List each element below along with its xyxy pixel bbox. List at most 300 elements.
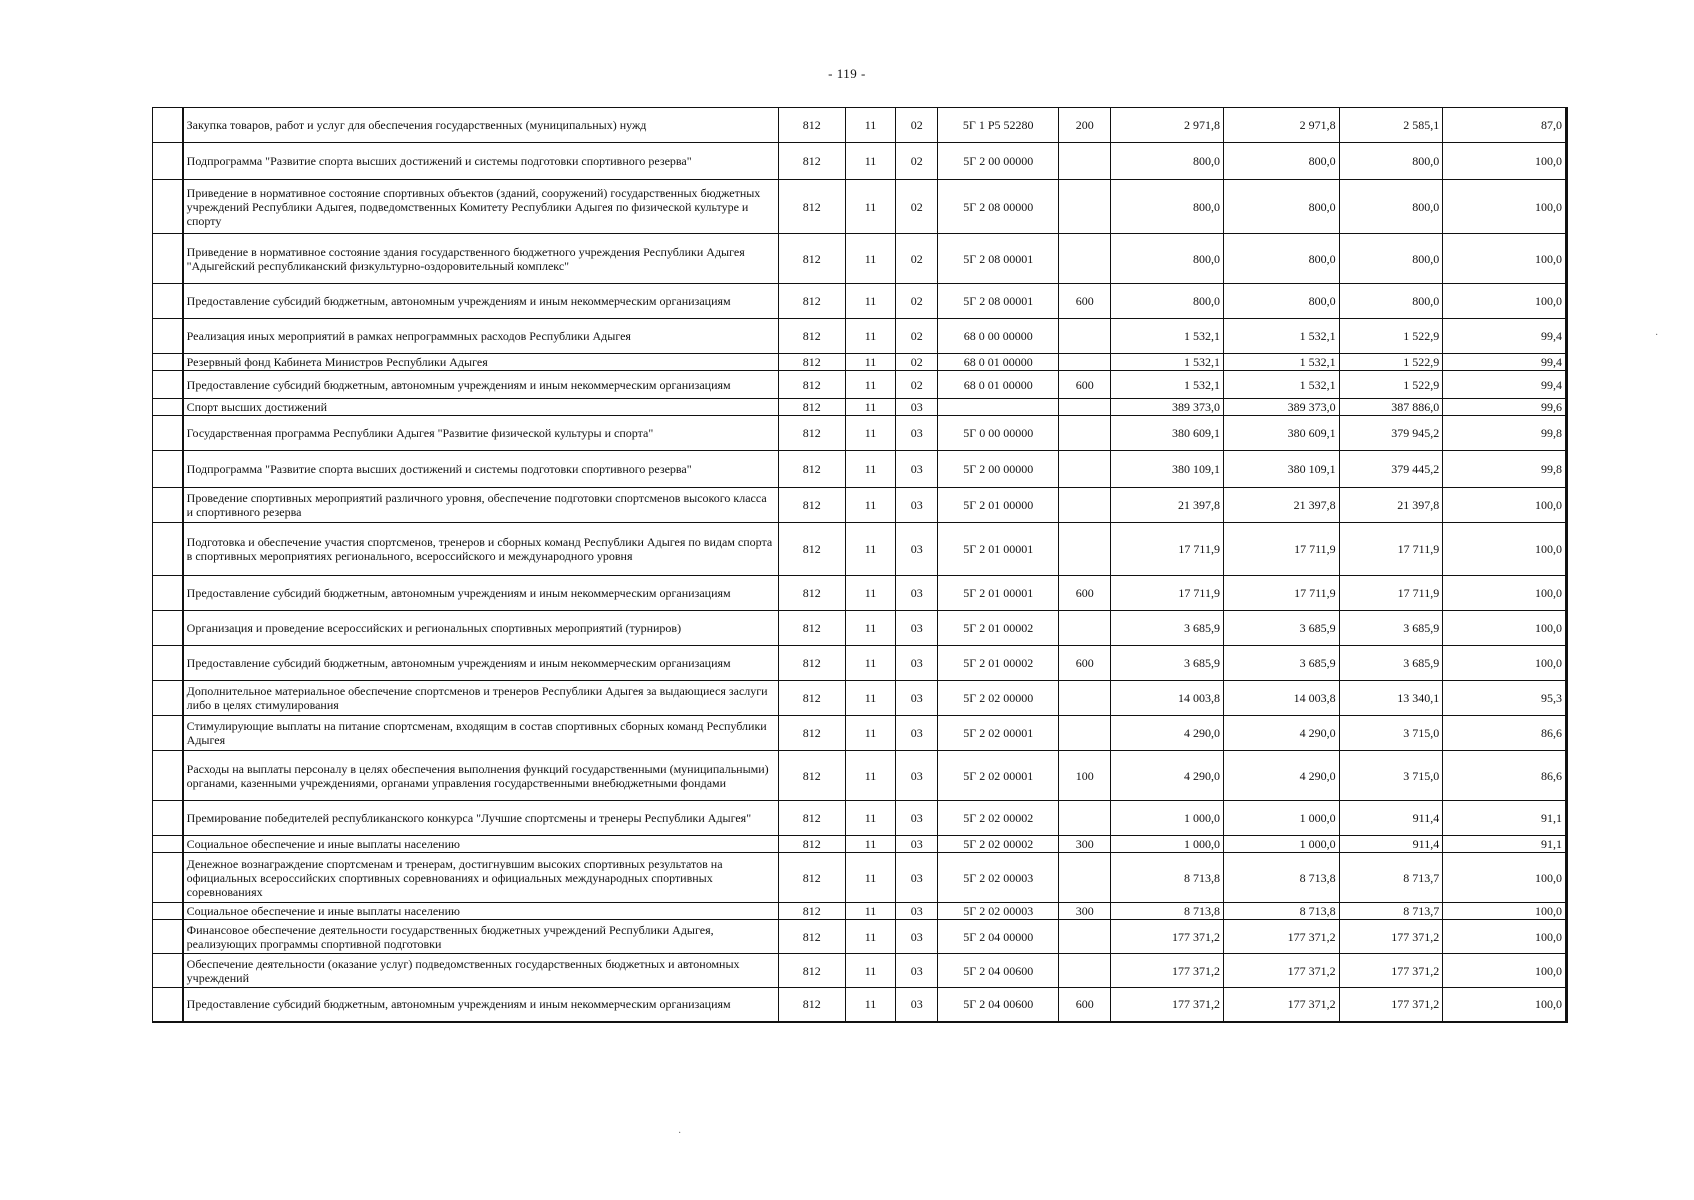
amount-planned-cell: 1 000,0 (1111, 801, 1224, 836)
amount-executed-cell: 800,0 (1339, 284, 1443, 319)
amount-planned-cell: 1 532,1 (1111, 354, 1224, 371)
row-name-cell: Премирование победителей республиканского конкурса "Лучшие спортсмены и тренеры Республики Адыгея" (183, 801, 778, 836)
ministry-code-cell: 812 (778, 903, 845, 920)
amount-adjusted-cell: 177 371,2 (1223, 988, 1339, 1022)
amount-planned-cell: 1 532,1 (1111, 371, 1224, 399)
amount-planned-cell: 177 371,2 (1111, 920, 1224, 954)
amount-planned-cell: 800,0 (1111, 234, 1224, 284)
amount-planned-cell: 800,0 (1111, 180, 1224, 234)
subsection-code-cell: 03 (896, 416, 938, 451)
execution-percent-cell: 91,1 (1443, 836, 1567, 853)
amount-executed-cell: 3 715,0 (1339, 751, 1443, 801)
expense-type-cell: 600 (1059, 646, 1111, 681)
expense-type-cell (1059, 416, 1111, 451)
expense-type-cell: 300 (1059, 836, 1111, 853)
expense-type-cell (1059, 143, 1111, 180)
row-name-cell: Предоставление субсидий бюджетным, автономным учреждениям и иным некоммерческим организациям (183, 988, 778, 1022)
subsection-code-cell: 02 (896, 180, 938, 234)
ministry-code-cell: 812 (778, 801, 845, 836)
expense-type-cell (1059, 611, 1111, 646)
execution-percent-cell: 100,0 (1443, 234, 1567, 284)
table-row (153, 234, 1567, 284)
target-article-cell: 5Г 2 02 00001 (938, 716, 1059, 751)
execution-percent-cell: 100,0 (1443, 920, 1567, 954)
section-code-cell: 11 (845, 371, 895, 399)
subsection-code-cell: 03 (896, 751, 938, 801)
execution-percent-cell: 100,0 (1443, 646, 1567, 681)
ministry-code-cell: 812 (778, 180, 845, 234)
amount-adjusted-cell: 1 000,0 (1223, 836, 1339, 853)
ministry-code-cell: 812 (778, 836, 845, 853)
row-margin-cell (153, 751, 183, 801)
budget-table (152, 107, 1568, 1023)
target-article-cell: 5Г 2 01 00000 (938, 488, 1059, 523)
execution-percent-cell: 100,0 (1443, 576, 1567, 611)
ministry-code-cell: 812 (778, 954, 845, 988)
target-article-cell: 5Г 0 00 00000 (938, 416, 1059, 451)
row-margin-cell (153, 180, 183, 234)
amount-executed-cell: 1 522,9 (1339, 371, 1443, 399)
expense-type-cell (1059, 180, 1111, 234)
amount-executed-cell: 379 945,2 (1339, 416, 1443, 451)
execution-percent-cell: 99,4 (1443, 319, 1567, 354)
amount-adjusted-cell: 2 971,8 (1223, 108, 1339, 143)
row-margin-cell (153, 319, 183, 354)
amount-executed-cell: 1 522,9 (1339, 319, 1443, 354)
ministry-code-cell: 812 (778, 716, 845, 751)
expense-type-cell (1059, 920, 1111, 954)
execution-percent-cell: 86,6 (1443, 716, 1567, 751)
target-article-cell: 5Г 2 01 00001 (938, 576, 1059, 611)
section-code-cell: 11 (845, 751, 895, 801)
subsection-code-cell: 02 (896, 234, 938, 284)
row-margin-cell (153, 451, 183, 488)
amount-executed-cell: 379 445,2 (1339, 451, 1443, 488)
section-code-cell: 11 (845, 920, 895, 954)
section-code-cell: 11 (845, 284, 895, 319)
amount-adjusted-cell: 4 290,0 (1223, 716, 1339, 751)
table-row (153, 836, 1567, 853)
amount-planned-cell: 17 711,9 (1111, 576, 1224, 611)
table-row (153, 903, 1567, 920)
expense-type-cell (1059, 451, 1111, 488)
amount-planned-cell: 389 373,0 (1111, 399, 1224, 416)
expense-type-cell (1059, 681, 1111, 716)
amount-adjusted-cell: 3 685,9 (1223, 611, 1339, 646)
row-margin-cell (153, 681, 183, 716)
section-code-cell: 11 (845, 646, 895, 681)
ministry-code-cell: 812 (778, 354, 845, 371)
ministry-code-cell: 812 (778, 399, 845, 416)
amount-adjusted-cell: 8 713,8 (1223, 853, 1339, 903)
section-code-cell: 11 (845, 716, 895, 751)
ministry-code-cell: 812 (778, 646, 845, 681)
row-name-cell: Организация и проведение всероссийских и региональных спортивных мероприятий (турниров) (183, 611, 778, 646)
subsection-code-cell: 03 (896, 716, 938, 751)
section-code-cell: 11 (845, 853, 895, 903)
row-name-cell: Закупка товаров, работ и услуг для обеспечения государственных (муниципальных) нужд (183, 108, 778, 143)
ministry-code-cell: 812 (778, 988, 845, 1022)
amount-adjusted-cell: 21 397,8 (1223, 488, 1339, 523)
target-article-cell: 5Г 2 02 00002 (938, 836, 1059, 853)
section-code-cell: 11 (845, 801, 895, 836)
expense-type-cell: 600 (1059, 576, 1111, 611)
execution-percent-cell: 99,8 (1443, 416, 1567, 451)
expense-type-cell (1059, 954, 1111, 988)
target-article-cell: 5Г 2 01 00002 (938, 611, 1059, 646)
section-code-cell: 11 (845, 354, 895, 371)
table-row (153, 751, 1567, 801)
execution-percent-cell: 99,8 (1443, 451, 1567, 488)
row-margin-cell (153, 488, 183, 523)
execution-percent-cell: 100,0 (1443, 488, 1567, 523)
ministry-code-cell: 812 (778, 143, 845, 180)
ministry-code-cell: 812 (778, 284, 845, 319)
execution-percent-cell: 87,0 (1443, 108, 1567, 143)
ministry-code-cell: 812 (778, 319, 845, 354)
amount-executed-cell: 387 886,0 (1339, 399, 1443, 416)
row-name-cell: Обеспечение деятельности (оказание услуг) подведомственных государственных бюджетных и автономных учреждений (183, 954, 778, 988)
amount-adjusted-cell: 17 711,9 (1223, 523, 1339, 576)
ministry-code-cell: 812 (778, 488, 845, 523)
subsection-code-cell: 03 (896, 853, 938, 903)
execution-percent-cell: 86,6 (1443, 751, 1567, 801)
section-code-cell: 11 (845, 576, 895, 611)
table-row (153, 954, 1567, 988)
row-name-cell: Подготовка и обеспечение участия спортсменов, тренеров и сборных команд Республики Адыгея по видам спорта в спортивных мероприятиях регионального, всероссийского и международного уровня (183, 523, 778, 576)
amount-executed-cell: 3 685,9 (1339, 646, 1443, 681)
amount-adjusted-cell: 800,0 (1223, 143, 1339, 180)
amount-executed-cell: 800,0 (1339, 143, 1443, 180)
subsection-code-cell: 03 (896, 451, 938, 488)
table-row (153, 920, 1567, 954)
ministry-code-cell: 812 (778, 451, 845, 488)
table-row (153, 180, 1567, 234)
amount-planned-cell: 380 609,1 (1111, 416, 1224, 451)
amount-planned-cell: 800,0 (1111, 143, 1224, 180)
section-code-cell: 11 (845, 399, 895, 416)
amount-executed-cell: 1 522,9 (1339, 354, 1443, 371)
execution-percent-cell: 100,0 (1443, 143, 1567, 180)
amount-adjusted-cell: 3 685,9 (1223, 646, 1339, 681)
row-name-cell: Социальное обеспечение и иные выплаты населению (183, 836, 778, 853)
row-name-cell: Социальное обеспечение и иные выплаты населению (183, 903, 778, 920)
table-row (153, 399, 1567, 416)
target-article-cell: 5Г 2 01 00001 (938, 523, 1059, 576)
amount-planned-cell: 1 532,1 (1111, 319, 1224, 354)
section-code-cell: 11 (845, 611, 895, 646)
row-margin-cell (153, 646, 183, 681)
row-name-cell: Предоставление субсидий бюджетным, автономным учреждениям и иным некоммерческим организациям (183, 576, 778, 611)
row-margin-cell (153, 234, 183, 284)
amount-planned-cell: 1 000,0 (1111, 836, 1224, 853)
expense-type-cell: 600 (1059, 988, 1111, 1022)
ministry-code-cell: 812 (778, 681, 845, 716)
row-name-cell: Дополнительное материальное обеспечение спортсменов и тренеров Республики Адыгея за выдающиеся заслуги либо в целях стимулирования (183, 681, 778, 716)
table-row (153, 611, 1567, 646)
execution-percent-cell: 100,0 (1443, 611, 1567, 646)
amount-adjusted-cell: 1 532,1 (1223, 319, 1339, 354)
target-article-cell: 5Г 2 00 00000 (938, 451, 1059, 488)
section-code-cell: 11 (845, 234, 895, 284)
section-code-cell: 11 (845, 108, 895, 143)
row-margin-cell (153, 371, 183, 399)
section-code-cell: 11 (845, 836, 895, 853)
target-article-cell (938, 399, 1059, 416)
amount-executed-cell: 17 711,9 (1339, 523, 1443, 576)
expense-type-cell: 300 (1059, 903, 1111, 920)
expense-type-cell (1059, 523, 1111, 576)
expense-type-cell (1059, 354, 1111, 371)
subsection-code-cell: 03 (896, 988, 938, 1022)
subsection-code-cell: 02 (896, 143, 938, 180)
row-name-cell: Предоставление субсидий бюджетным, автономным учреждениям и иным некоммерческим организациям (183, 284, 778, 319)
expense-type-cell: 600 (1059, 284, 1111, 319)
row-name-cell: Приведение в нормативное состояние спортивных объектов (зданий, сооружений) государственных бюджетных учреждений Республики Адыгея, подведомственных Комитету Республики Адыгея по физической культуре и спорту (183, 180, 778, 234)
amount-executed-cell: 177 371,2 (1339, 954, 1443, 988)
expense-type-cell: 100 (1059, 751, 1111, 801)
row-margin-cell (153, 920, 183, 954)
table-row (153, 716, 1567, 751)
execution-percent-cell: 100,0 (1443, 954, 1567, 988)
target-article-cell: 5Г 2 02 00001 (938, 751, 1059, 801)
row-name-cell: Предоставление субсидий бюджетным, автономным учреждениям и иным некоммерческим организациям (183, 371, 778, 399)
row-name-cell: Государственная программа Республики Адыгея "Развитие физической культуры и спорта" (183, 416, 778, 451)
row-name-cell: Реализация иных мероприятий в рамках непрограммных расходов Республики Адыгея (183, 319, 778, 354)
amount-adjusted-cell: 8 713,8 (1223, 903, 1339, 920)
section-code-cell: 11 (845, 954, 895, 988)
subsection-code-cell: 03 (896, 399, 938, 416)
row-name-cell: Подпрограмма "Развитие спорта высших достижений и системы подготовки спортивного резерва" (183, 451, 778, 488)
section-code-cell: 11 (845, 488, 895, 523)
amount-adjusted-cell: 177 371,2 (1223, 954, 1339, 988)
amount-adjusted-cell: 380 109,1 (1223, 451, 1339, 488)
table-row (153, 681, 1567, 716)
section-code-cell: 11 (845, 988, 895, 1022)
execution-percent-cell: 99,4 (1443, 354, 1567, 371)
ministry-code-cell: 812 (778, 611, 845, 646)
row-name-cell: Финансовое обеспечение деятельности государственных бюджетных учреждений Республики Адыгея, реализующих программы спортивной подготовки (183, 920, 778, 954)
amount-executed-cell: 177 371,2 (1339, 920, 1443, 954)
execution-percent-cell: 100,0 (1443, 180, 1567, 234)
ministry-code-cell: 812 (778, 920, 845, 954)
row-margin-cell (153, 611, 183, 646)
row-name-cell: Предоставление субсидий бюджетным, автономным учреждениям и иным некоммерческим организациям (183, 646, 778, 681)
table-row (153, 108, 1567, 143)
expense-type-cell (1059, 234, 1111, 284)
table-row (153, 988, 1567, 1022)
amount-executed-cell: 13 340,1 (1339, 681, 1443, 716)
table-row (153, 488, 1567, 523)
target-article-cell: 5Г 2 04 00600 (938, 954, 1059, 988)
subsection-code-cell: 03 (896, 681, 938, 716)
amount-executed-cell: 800,0 (1339, 234, 1443, 284)
subsection-code-cell: 03 (896, 646, 938, 681)
target-article-cell: 5Г 2 02 00000 (938, 681, 1059, 716)
amount-planned-cell: 8 713,8 (1111, 903, 1224, 920)
amount-adjusted-cell: 380 609,1 (1223, 416, 1339, 451)
expense-type-cell (1059, 801, 1111, 836)
amount-executed-cell: 2 585,1 (1339, 108, 1443, 143)
amount-adjusted-cell: 1 532,1 (1223, 354, 1339, 371)
amount-planned-cell: 21 397,8 (1111, 488, 1224, 523)
amount-planned-cell: 3 685,9 (1111, 611, 1224, 646)
target-article-cell: 5Г 2 01 00002 (938, 646, 1059, 681)
table-body (153, 108, 1567, 1022)
execution-percent-cell: 99,6 (1443, 399, 1567, 416)
scan-speck: · (1655, 330, 1659, 341)
amount-planned-cell: 177 371,2 (1111, 954, 1224, 988)
subsection-code-cell: 02 (896, 108, 938, 143)
row-margin-cell (153, 354, 183, 371)
amount-planned-cell: 17 711,9 (1111, 523, 1224, 576)
row-name-cell: Подпрограмма "Развитие спорта высших достижений и системы подготовки спортивного резерва" (183, 143, 778, 180)
amount-executed-cell: 3 715,0 (1339, 716, 1443, 751)
execution-percent-cell: 100,0 (1443, 284, 1567, 319)
amount-executed-cell: 911,4 (1339, 801, 1443, 836)
execution-percent-cell: 100,0 (1443, 903, 1567, 920)
subsection-code-cell: 03 (896, 801, 938, 836)
ministry-code-cell: 812 (778, 416, 845, 451)
row-margin-cell (153, 399, 183, 416)
amount-adjusted-cell: 389 373,0 (1223, 399, 1339, 416)
subsection-code-cell: 02 (896, 371, 938, 399)
row-margin-cell (153, 108, 183, 143)
expense-type-cell (1059, 488, 1111, 523)
table-row (153, 853, 1567, 903)
amount-planned-cell: 14 003,8 (1111, 681, 1224, 716)
table-row (153, 319, 1567, 354)
row-margin-cell (153, 903, 183, 920)
table-row (153, 371, 1567, 399)
ministry-code-cell: 812 (778, 576, 845, 611)
subsection-code-cell: 02 (896, 354, 938, 371)
amount-adjusted-cell: 800,0 (1223, 234, 1339, 284)
target-article-cell: 5Г 2 02 00003 (938, 903, 1059, 920)
section-code-cell: 11 (845, 319, 895, 354)
row-margin-cell (153, 988, 183, 1022)
target-article-cell: 5Г 2 04 00000 (938, 920, 1059, 954)
section-code-cell: 11 (845, 416, 895, 451)
target-article-cell: 5Г 2 00 00000 (938, 143, 1059, 180)
amount-executed-cell: 21 397,8 (1339, 488, 1443, 523)
row-name-cell: Проведение спортивных мероприятий различного уровня, обеспечение подготовки спортсменов высокого класса и спортивного резерва (183, 488, 778, 523)
amount-adjusted-cell: 800,0 (1223, 284, 1339, 319)
row-margin-cell (153, 576, 183, 611)
row-name-cell: Стимулирующие выплаты на питание спортсменам, входящим в состав спортивных сборных команд Республики Адыгея (183, 716, 778, 751)
execution-percent-cell: 99,4 (1443, 371, 1567, 399)
ministry-code-cell: 812 (778, 371, 845, 399)
row-margin-cell (153, 853, 183, 903)
row-name-cell: Расходы на выплаты персоналу в целях обеспечения выполнения функций государственными (муниципальными) органами, казенными учреждениями, органами управления государственными внебюджетными фондами (183, 751, 778, 801)
subsection-code-cell: 03 (896, 920, 938, 954)
amount-adjusted-cell: 1 000,0 (1223, 801, 1339, 836)
ministry-code-cell: 812 (778, 853, 845, 903)
table-row (153, 416, 1567, 451)
amount-adjusted-cell: 4 290,0 (1223, 751, 1339, 801)
table-row (153, 143, 1567, 180)
amount-planned-cell: 2 971,8 (1111, 108, 1224, 143)
row-margin-cell (153, 284, 183, 319)
row-margin-cell (153, 523, 183, 576)
amount-planned-cell: 380 109,1 (1111, 451, 1224, 488)
target-article-cell: 5Г 2 04 00600 (938, 988, 1059, 1022)
target-article-cell: 5Г 2 02 00002 (938, 801, 1059, 836)
execution-percent-cell: 100,0 (1443, 523, 1567, 576)
row-name-cell: Приведение в нормативное состояние здания государственного бюджетного учреждения Республики Адыгея "Адыгейский республиканский физкультурно-оздоровительный комплекс" (183, 234, 778, 284)
amount-planned-cell: 800,0 (1111, 284, 1224, 319)
section-code-cell: 11 (845, 681, 895, 716)
table-row (153, 801, 1567, 836)
amount-executed-cell: 8 713,7 (1339, 903, 1443, 920)
subsection-code-cell: 02 (896, 319, 938, 354)
section-code-cell: 11 (845, 903, 895, 920)
amount-adjusted-cell: 177 371,2 (1223, 920, 1339, 954)
subsection-code-cell: 03 (896, 836, 938, 853)
row-margin-cell (153, 954, 183, 988)
section-code-cell: 11 (845, 180, 895, 234)
subsection-code-cell: 03 (896, 576, 938, 611)
amount-planned-cell: 4 290,0 (1111, 751, 1224, 801)
amount-adjusted-cell: 1 532,1 (1223, 371, 1339, 399)
ministry-code-cell: 812 (778, 751, 845, 801)
table-row (153, 354, 1567, 371)
amount-adjusted-cell: 17 711,9 (1223, 576, 1339, 611)
amount-planned-cell: 8 713,8 (1111, 853, 1224, 903)
subsection-code-cell: 03 (896, 488, 938, 523)
target-article-cell: 5Г 1 Р5 52280 (938, 108, 1059, 143)
row-margin-cell (153, 716, 183, 751)
row-margin-cell (153, 836, 183, 853)
subsection-code-cell: 03 (896, 611, 938, 646)
execution-percent-cell: 100,0 (1443, 988, 1567, 1022)
section-code-cell: 11 (845, 451, 895, 488)
table-row (153, 451, 1567, 488)
expense-type-cell: 600 (1059, 371, 1111, 399)
expense-type-cell (1059, 716, 1111, 751)
expense-type-cell (1059, 853, 1111, 903)
ministry-code-cell: 812 (778, 108, 845, 143)
section-code-cell: 11 (845, 523, 895, 576)
ministry-code-cell: 812 (778, 523, 845, 576)
section-code-cell: 11 (845, 143, 895, 180)
amount-executed-cell: 17 711,9 (1339, 576, 1443, 611)
row-name-cell: Спорт высших достижений (183, 399, 778, 416)
table-row (153, 576, 1567, 611)
target-article-cell: 68 0 01 00000 (938, 354, 1059, 371)
expense-type-cell (1059, 399, 1111, 416)
amount-executed-cell: 800,0 (1339, 180, 1443, 234)
subsection-code-cell: 03 (896, 903, 938, 920)
target-article-cell: 68 0 00 00000 (938, 319, 1059, 354)
execution-percent-cell: 95,3 (1443, 681, 1567, 716)
page-number: - 119 - (828, 66, 866, 81)
row-name-cell: Денежное вознаграждение спортсменам и тренерам, достигнувшим высоких спортивных результатов на официальных всероссийских спортивных соревнованиях и официальных международных спортивных соревнованиях (183, 853, 778, 903)
amount-planned-cell: 177 371,2 (1111, 988, 1224, 1022)
amount-executed-cell: 177 371,2 (1339, 988, 1443, 1022)
target-article-cell: 5Г 2 08 00001 (938, 284, 1059, 319)
execution-percent-cell: 100,0 (1443, 853, 1567, 903)
scan-speck: · (678, 1128, 682, 1139)
expense-type-cell: 200 (1059, 108, 1111, 143)
amount-executed-cell: 3 685,9 (1339, 611, 1443, 646)
target-article-cell: 5Г 2 08 00001 (938, 234, 1059, 284)
target-article-cell: 5Г 2 02 00003 (938, 853, 1059, 903)
row-margin-cell (153, 416, 183, 451)
amount-planned-cell: 3 685,9 (1111, 646, 1224, 681)
table-row (153, 646, 1567, 681)
execution-percent-cell: 91,1 (1443, 801, 1567, 836)
